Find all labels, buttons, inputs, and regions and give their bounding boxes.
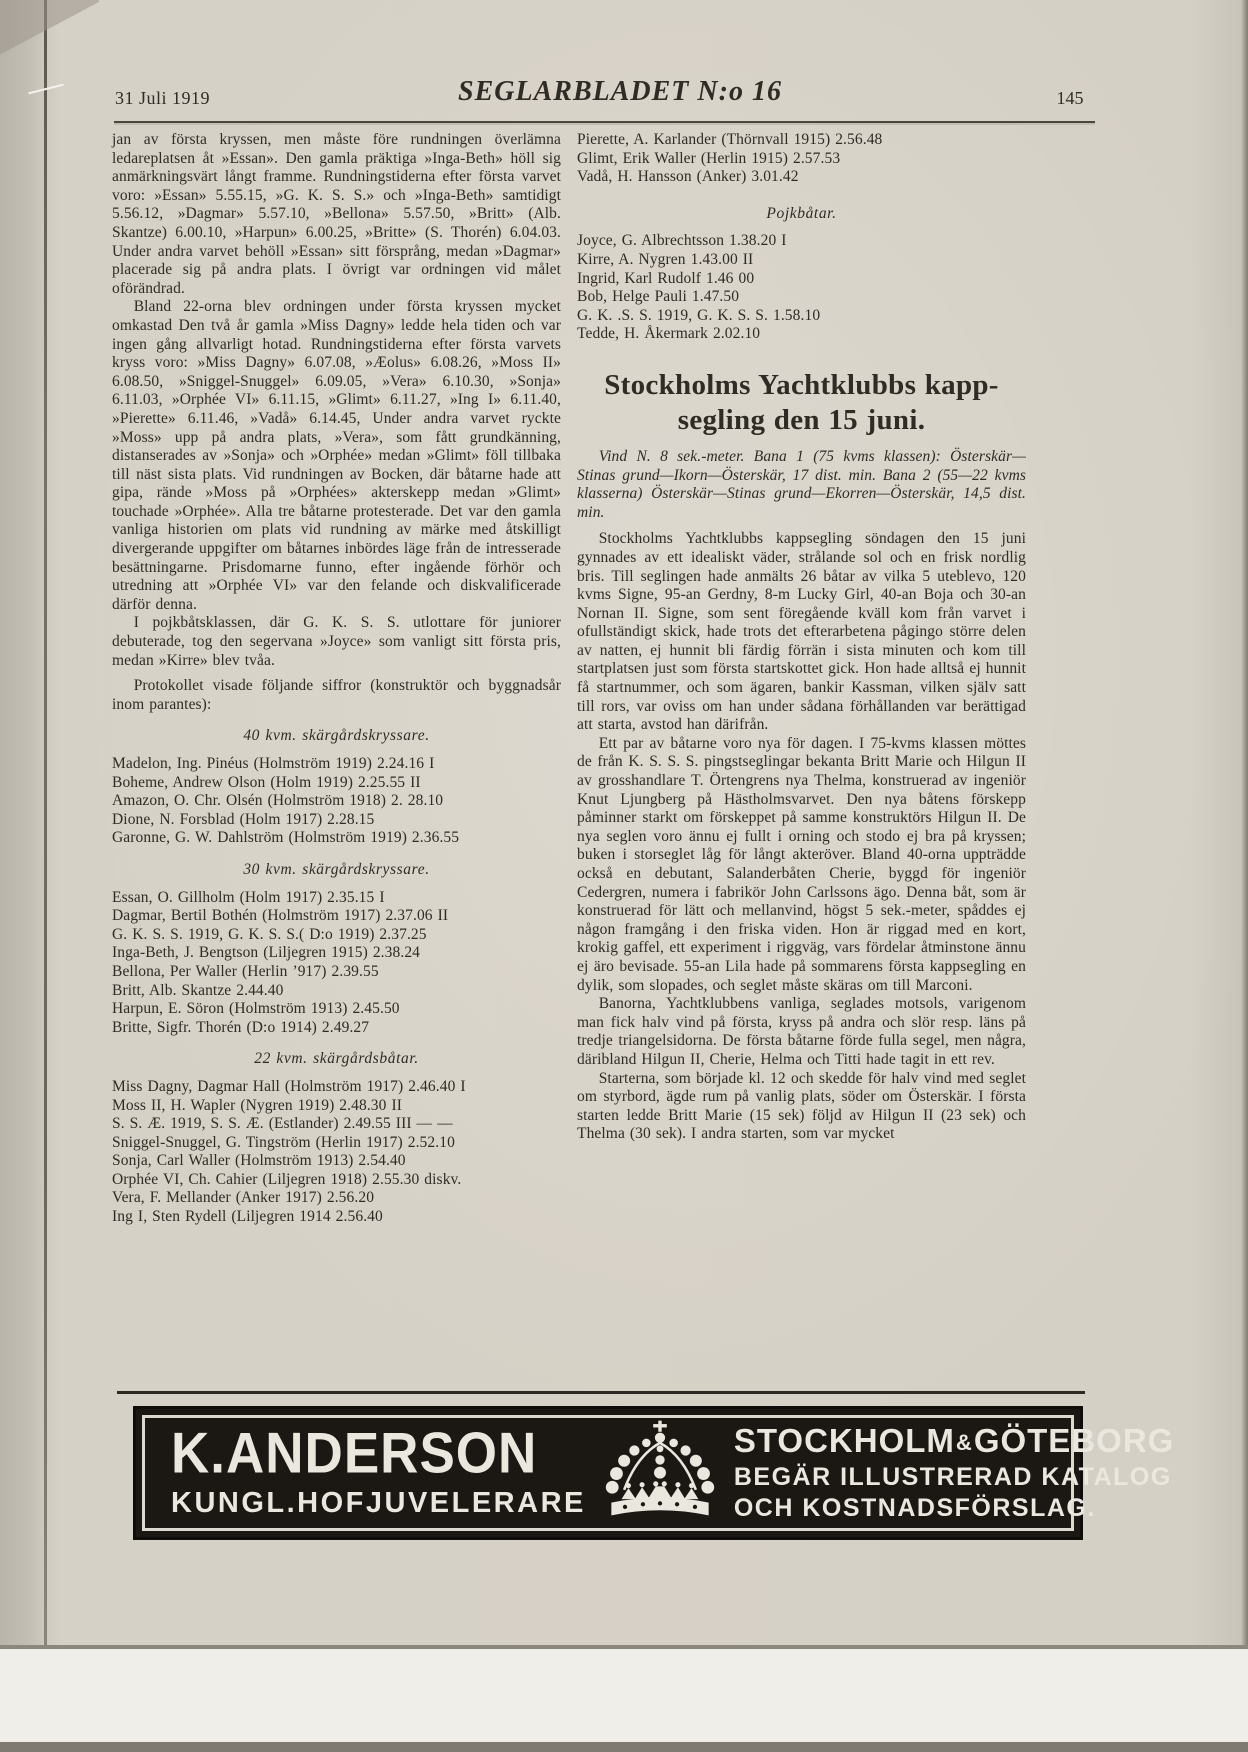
paragraph: jan av första kryssen, men måste före rundningen överlämna ledareplatsen åt »Essan». Den gamla präktiga »Inga-Beth» höll sig anmärkningsvärt långt framme. Rundningstiderna efter första varvet voro: »Essan» 5.55.15, »G. K. S. S.» och »Inga-Beth» samtidigt 5.56.12, »Dagmar» 5.57.10, »Bellona» 5.57.50, »Britt» (Alb. Skantze) 6.00.10, »Harpun» 6.00.25, »Britte» (S. Thorén) 6.04.03. Under andra varvet behöll »Essan» sitt försprång, medan »Dagmar» placerade sig på andra plats. I övrigt var ordningen vid målet oförändrad. [112,131,561,297]
result-line: Bellona, Per Waller (Herlin ’917) 2.39.55 [112,962,379,980]
result-line: Bob, Helge Pauli 1.47.50 [577,288,740,306]
result-line: Sonja, Carl Waller (Holmström 1913) 2.54.40 [112,1152,406,1170]
result-list-30kvm [112,889,561,1038]
ad-catalog-line: BEGÄR ILLUSTRERAD KATALOG [733,1463,1172,1491]
scanner-bed [0,1649,1248,1742]
result-list-22kvm-continued [577,131,1026,187]
result-line: Sniggel-Snuggel, G. Tingström (Herlin 1917) 2.52.10 [112,1133,455,1151]
result-line: G. K. .S. S. 1919, G. K. S. S. 1.58.10 [577,306,821,324]
header-rule [114,121,1095,123]
result-list-40kvm [112,755,561,848]
result-line: Britte, Sigfr. Thorén (D:o 1914) 2.49.27 [112,1018,370,1036]
right-column [577,131,1026,1144]
result-line: Harpun, E. Söron (Holmström 1913) 2.45.50 [112,1000,400,1018]
result-list-22kvm [112,1078,561,1227]
result-line: Glimt, Erik Waller (Herlin 1915) 2.57.53 [577,149,841,167]
paragraph: Bland 22-orna blev ordningen under första kryssen mycket omkastad Den två år gamla »Miss Dagny» ledde hela tiden och var ingen gång allvarligt hotad. Rundningstiderna efter första varvets kryss voro: »Miss Dagny» 6.07.08, »Æolus» 6.08.26, »Moss II» 6.08.50, »Sniggel-Snuggel» 6.09.05, »Vera» 6.10.30, »Sonja» 6.11.03, »Orphée VI» 6.11.15, »Glimt» 6.11.27, »Ing I» 6.11.40, »Pierette» 6.11.46, »Vadå» 6.14.45, Under andra varvet ryckte »Moss» upp på andra plats, »Vera», som fått grundkänning, distanserades av »Sonja» och »Orphée» medan »Glimt» föll tillbaka till näst sista plats. Vid rundningen av Bocken, där båtarne hade att gipa, rände »Moss på »Orphées» akterskepp medan »Glimt» touchade »Orphée». Alla tre båtarne protesterade. Det var den gamla vanliga historien om plats vid rundning av märke med åtskilligt divergerande uppgifter om båtarnes inbördes läge från de intresserade besättningarne. Prisdomarne funno, efter ingående förhör och utredning att »Orphée VI» var den felande och diskvalificerade därför denna. [112,298,561,613]
result-line: Kirre, A. Nygren 1.43.00 II [577,250,754,268]
result-line: Madelon, Ing. Pinéus (Holmström 1919) 2.24.16 I [112,755,435,772]
paragraph: Ett par av båtarne voro nya för dagen. I 75-kvms klassen möttes de från K. S. S. S. pingstseglingar bekanta Britt Marie och Hilgun II av grosshandlare T. Örtengrens nya Thelma, konstruerad av ingeniör Knut Ljungberg på Hästholmsvarvet. Den nya båtens förskepp påminner starkt om förskeppet på samme konstruktörs Hilgun II. De nya seglen voro ännu ej fullt i orning och stodo ej bra på kryssen; buken i storseglet låg för långt akteröver. Bland 40-orna uppträdde också en debutant, Salanderbåten Cherie, byggd för ingeniör Cedergren, numera i fabrikör John Carlssons ägo. Denna båt, som är konstruerad för lätt och mellanvind, högst 5 sek.-meter, spåddes ej någon framgång i den friska viden. Hon är riggad med en kort, krokig gaffel, ett experiment i riggväg, vars fördelar åtminstone ännu ej äro bevisade. 55-an Lila hade på sommarens första kappsegling en dylik, som slopades, och seglet måste skäras om till Marconi. [577,734,1026,994]
result-line: Moss II, H. Wapler (Nygren 1919) 2.48.30 II [112,1096,403,1114]
ad-city-goteborg: GÖTEBORG [973,1422,1175,1459]
section-heading-40kvm: 40 kvm. skärgårdskryssare. [243,727,430,745]
ad-left-block [171,1421,586,1520]
scan-corner-shadow [0,0,99,58]
ad-top-rule [117,1391,1085,1394]
ad-estimate-line: OCH KOSTNADSFÖRSLAG. [733,1494,1096,1522]
lead-text: Vind N. 8 sek.-meter. Bana 1 (75 kvms klassen): Österskär—Stinas grund—Ikorn—Österskär, 17 dist. min. Bana 2 (55—22 kvms klasserna) Österskär—Stinas grund—Ekorren—Österskär, 14,5 dist. min. [577,447,1026,521]
ampersand: & [955,1430,973,1455]
result-line: Vera, F. Mellander (Anker 1917) 2.56.20 [112,1189,375,1207]
section-heading-pojkbatar: Pojkbåtar. [766,204,837,222]
paragraph: Banorna, Yachtklubbens vanliga, seglades motsols, varigenom man fick halv vind på första, kryss på andra och slör resp. läns på tredje triangelsidorna. De första båtarne förde fulla segel, men några, däribland Hilgun II, Cherie, Helma och Titti hade tagit in ett rev. [577,995,1026,1068]
article-title [577,368,1026,438]
result-line: S. S. Æ. 1919, S. S. Æ. (Estlander) 2.49.55 III — — [112,1115,453,1133]
ad-city-stockholm: STOCKHOLM [733,1422,955,1459]
advertisement-k-anderson [133,1406,1175,1540]
masthead-title: SEGLARBLADET N:o 16 [458,76,782,107]
left-column [112,131,561,1229]
result-line: G. K. S. S. 1919, G. K. S. S.( D:o 1919) 2.37.25 [112,925,427,943]
result-line: Tedde, H. Åkermark 2.02.10 [577,325,761,343]
result-line: Essan, O. Gillholm (Holm 1917) 2.35.15 I [112,888,385,906]
result-line: Garonne, G. W. Dahlström (Holmström 1919) 2.36.55 [112,829,460,847]
paragraph: Stockholms Yachtklubbs kappsegling söndagen den 15 juni gynnades av ett idealiskt väder, strålande sol och en frisk nordlig bris. Till seglingen hade anmälts 26 båtar av vilka 5 uteblevo, 120 kvms Signe, 95-an Gerdny, 8-m Lucky Girl, 40-an Boja och 30-an Nornan II. Signe, som sent föregående kväll kom från varvet i ofullständigt skick, hade trots det efterarbetena pågingo större delen av natten, ej hunnit bli färdig förrän i sista minuten och kom till startplatsen just som första startskottet gick. Hon hade alltså ej hunnit få startnummer, och som ägaren, bankir Kassman, vilken själv satt till rors, var oviss om han under sådana förhållanden var berättigad att starta, avstod han därifrån. [577,530,1026,734]
issue-date: 31 Juli 1919 [115,88,211,108]
result-line: Pierette, A. Karlander (Thörnvall 1915) 2.56.48 [577,131,883,148]
result-line: Britt, Alb. Skantze 2.44.40 [112,981,284,999]
result-line: Ing I, Sten Rydell (Liljegren 1914 2.56.40 [112,1208,383,1226]
result-line: Orphée VI, Ch. Cahier (Liljegren 1918) 2.55.30 diskv. [112,1170,462,1188]
article-title-line2: segling den 15 juni. [677,403,926,436]
result-line: Miss Dagny, Dagmar Hall (Holmström 1917) 2.46.40 I [112,1077,466,1095]
result-list-pojkbatar [577,232,1026,344]
scanner-dark-strip [0,1742,1248,1752]
article-title-line1: Stockholms Yachtklubbs kapp- [604,368,999,401]
section-heading-22kvm: 22 kvm. skärgårdsbåtar. [254,1050,419,1068]
page-gutter-crease [44,0,47,1645]
result-line: Ingrid, Karl Rudolf 1.46 00 [577,269,755,287]
page-right-edge-shadow [1241,0,1248,1645]
section-heading-30kvm: 30 kvm. skärgårdskryssare. [243,860,430,878]
result-line: Dione, N. Forsblad (Holm 1917) 2.28.15 [112,810,375,828]
ad-company-subtitle: KUNGL.HOFJUVELERARE [171,1486,586,1519]
paragraph: Starterna, som började kl. 12 och skedde för halv vind med seglet om styrbord, ägde rum på vanlig plats, söder om Österskär. I första starten ledde Britt Marie (15 sek) följd av Hilgun II (23 sek) och Thelma (30 sek). I andra starten, som var mycket [577,1069,1026,1143]
result-line: Amazon, O. Chr. Olsén (Holmström 1918) 2. 28.10 [112,792,444,810]
result-line: Boheme, Andrew Olson (Holm 1919) 2.25.55 II [112,773,421,791]
paragraph: Protokollet visade följande siffror (konstruktör och byggnadsår inom parantes): [112,677,561,713]
ad-cities-line [734,1424,1174,1460]
result-line: Inga-Beth, J. Bengtson (Liljegren 1915) 2.38.24 [112,944,421,962]
result-line: Dagmar, Bertil Bothén (Holmström 1917) 2.37.06 II [112,907,449,925]
result-line: Joyce, G. Albrechtsson 1.38.20 I [577,232,787,250]
ad-company-name: K.ANDERSON [171,1421,538,1485]
result-line: Vadå, H. Hansson (Anker) 3.01.42 [577,168,799,186]
ad-right-block [734,1424,1174,1522]
article-lead [577,448,1026,522]
page-number: 145 [1056,88,1084,108]
royal-crown-icon [596,1419,724,1528]
paragraph: I pojkbåtsklassen, där G. K. S. S. utlottare för juniorer debuterade, tog den segervana »Joyce» som vanligt sitt första pris, medan »Kirre» blev tvåa. [112,614,561,669]
